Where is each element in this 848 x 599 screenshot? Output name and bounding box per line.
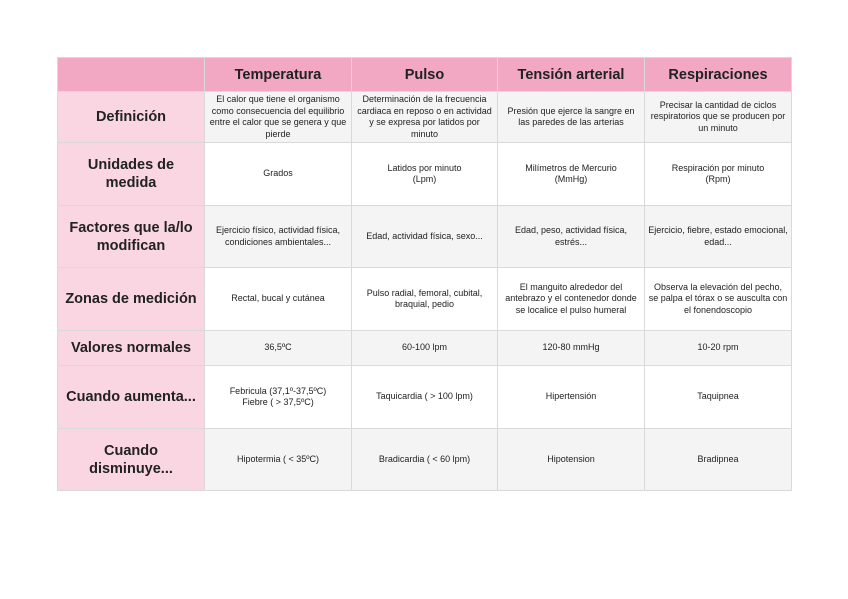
table-row-definicion (58, 92, 792, 143)
row-header: Valores normales (58, 331, 205, 366)
column-header: Respiraciones (645, 58, 792, 92)
table-cell: Respiración por minuto (Rpm) (645, 143, 792, 206)
header-corner-cell (58, 58, 205, 92)
table-cell: Observa la elevación del pecho, se palpa el tórax o se ausculta con el fonendoscopio (645, 268, 792, 331)
column-header: Tensión arterial (498, 58, 645, 92)
row-header: Zonas de medición (58, 268, 205, 331)
table-cell: Grados (205, 143, 352, 206)
table-cell: Hipotension (498, 429, 645, 491)
table-cell: Determinación de la frecuencia cardiaca en reposo o en actividad y se expresa por latidos por minuto (352, 92, 498, 143)
table-cell: El manguito alrededor del antebrazo y el contenedor donde se localice el pulso humeral (498, 268, 645, 331)
table-cell: 10-20 rpm (645, 331, 792, 366)
vital-signs-table (57, 57, 792, 491)
table-cell: Latidos por minuto (Lpm) (352, 143, 498, 206)
table-cell: Ejercicio físico, actividad física, condiciones ambientales... (205, 206, 352, 268)
table-cell: Bradipnea (645, 429, 792, 491)
table-cell: 36,5ºC (205, 331, 352, 366)
column-header: Temperatura (205, 58, 352, 92)
header-row (58, 58, 792, 92)
table-row-unidades (58, 143, 792, 206)
table-cell: Milímetros de Mercurio (MmHg) (498, 143, 645, 206)
table-cell: Hipertensión (498, 366, 645, 429)
table-cell: Pulso radial, femoral, cubital, braquial, pedio (352, 268, 498, 331)
table-cell: Taquipnea (645, 366, 792, 429)
row-header: Cuando aumenta... (58, 366, 205, 429)
table-cell: Taquicardia ( > 100 lpm) (352, 366, 498, 429)
table-row-disminuye (58, 429, 792, 491)
table-row-valores (58, 331, 792, 366)
table-row-zonas (58, 268, 792, 331)
table-cell: 60-100 lpm (352, 331, 498, 366)
table-cell: Ejercicio, fiebre, estado emocional, edad... (645, 206, 792, 268)
table-cell: Edad, actividad física, sexo... (352, 206, 498, 268)
row-header: Cuando disminuye... (58, 429, 205, 491)
table-cell: 120-80 mmHg (498, 331, 645, 366)
table-cell: Presión que ejerce la sangre en las paredes de las arterias (498, 92, 645, 143)
table-cell: Rectal, bucal y cutánea (205, 268, 352, 331)
row-header: Factores que la/lo modifican (58, 206, 205, 268)
table-cell: El calor que tiene el organismo como consecuencia del equilibrio entre el calor que se genera y que pierde (205, 92, 352, 143)
table-row-factores (58, 206, 792, 268)
table-cell: Hipotermia ( < 35ºC) (205, 429, 352, 491)
table-row-aumenta (58, 366, 792, 429)
table-cell: Edad, peso, actividad física, estrés... (498, 206, 645, 268)
table-cell: Febricula (37,1º-37,5ºC) Fiebre ( > 37,5ºC) (205, 366, 352, 429)
row-header: Definición (58, 92, 205, 143)
table-cell: Bradicardia ( < 60 lpm) (352, 429, 498, 491)
table-cell: Precisar la cantidad de ciclos respiratorios que se producen por un minuto (645, 92, 792, 143)
column-header: Pulso (352, 58, 498, 92)
row-header: Unidades de medida (58, 143, 205, 206)
